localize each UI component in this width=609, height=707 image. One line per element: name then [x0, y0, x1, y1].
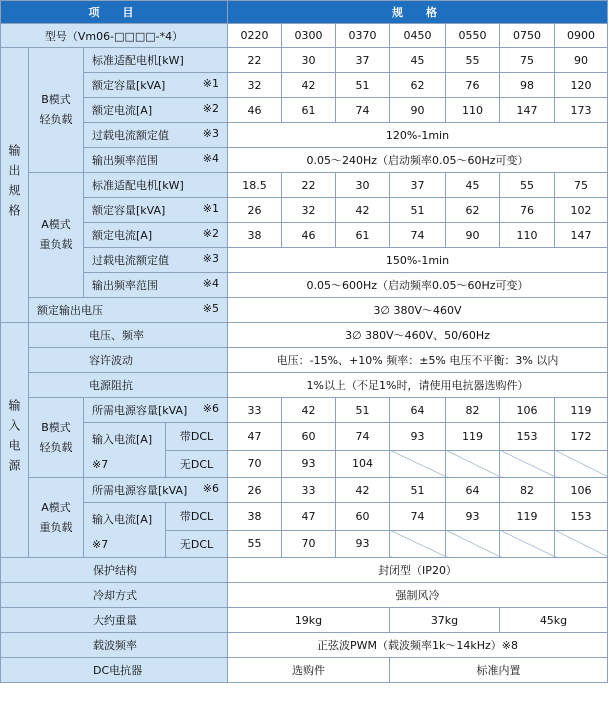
value-cell: 32 — [228, 73, 282, 98]
merged-value-cell: 150%-1min — [228, 248, 608, 273]
header-spec: 规 格 — [228, 1, 608, 24]
value-cell: 51 — [390, 198, 446, 223]
row-label: 标准适配电机[kW] — [84, 173, 228, 198]
model-cell: 0750 — [500, 24, 555, 48]
value-cell: 62 — [446, 198, 500, 223]
table-row — [1, 348, 608, 373]
row-label: 额定容量[kVA] ※1 — [84, 73, 228, 98]
value-cell: 172 — [555, 423, 608, 451]
input-a-mode-title: A模式 重负载 — [29, 478, 84, 558]
input-group-title: 输入电源 — [1, 323, 29, 558]
row-label: 额定电流[A] ※2 — [84, 98, 228, 123]
model-cell: 0450 — [390, 24, 446, 48]
sub-label: 带DCL — [166, 503, 228, 531]
value-cell: 22 — [228, 48, 282, 73]
value-cell: 42 — [336, 198, 390, 223]
model-cell: 0900 — [555, 24, 608, 48]
value-cell: 42 — [282, 73, 336, 98]
table-row — [1, 198, 608, 223]
value-cell: 33 — [228, 398, 282, 423]
table-row — [1, 98, 608, 123]
value-cell: 26 — [228, 198, 282, 223]
value-cell: 173 — [555, 98, 608, 123]
table-row — [1, 373, 608, 398]
value-cell: 90 — [446, 223, 500, 248]
row-label: 保护结构 — [1, 558, 228, 583]
value-cell: 76 — [500, 198, 555, 223]
value-cell: 110 — [446, 98, 500, 123]
sub-label: 无DCL — [166, 450, 228, 478]
value-cell: 61 — [282, 98, 336, 123]
value-cell: 82 — [446, 398, 500, 423]
value-cell: 110 — [500, 223, 555, 248]
table-row — [1, 633, 608, 658]
value-cell: 46 — [282, 223, 336, 248]
value-cell: 38 — [228, 503, 282, 531]
row-label: 大约重量 — [1, 608, 228, 633]
not-applicable-cell — [500, 450, 555, 478]
value-cell: 98 — [500, 73, 555, 98]
value-cell: 120 — [555, 73, 608, 98]
not-applicable-cell — [446, 450, 500, 478]
output-group-title: 输出规格 — [1, 48, 29, 323]
value-cell: 147 — [555, 223, 608, 248]
table-row — [1, 423, 608, 451]
value-cell: 51 — [390, 478, 446, 503]
row-label: 输出频率范围 ※4 — [84, 148, 228, 173]
table-row — [1, 148, 608, 173]
row-label: 输入电流[A] ※7 — [84, 423, 166, 478]
row-label: 过载电流额定值 ※3 — [84, 123, 228, 148]
row-label: 额定输出电压 ※5 — [29, 298, 228, 323]
value-cell: 74 — [336, 98, 390, 123]
merged-value-cell: 3∅ 380V～460V — [228, 298, 608, 323]
table-row — [1, 298, 608, 323]
value-cell: 60 — [282, 423, 336, 451]
value-cell: 153 — [500, 423, 555, 451]
value-cell: 37 — [336, 48, 390, 73]
value-cell: 90 — [555, 48, 608, 73]
value-cell: 55 — [500, 173, 555, 198]
value-cell: 55 — [228, 530, 282, 558]
value-cell: 33 — [282, 478, 336, 503]
value-cell: 62 — [390, 73, 446, 98]
row-label: DC电抗器 — [1, 658, 228, 683]
row-label: 电压、频率 — [29, 323, 228, 348]
not-applicable-cell — [555, 450, 608, 478]
value-cell: 45 — [446, 173, 500, 198]
row-label: 输出频率范围 ※4 — [84, 273, 228, 298]
value-cell: 51 — [336, 73, 390, 98]
row-label: 电源阻抗 — [29, 373, 228, 398]
value-cell: 75 — [500, 48, 555, 73]
merged-value-cell: 强制风冷 — [228, 583, 608, 608]
value-cell: 90 — [390, 98, 446, 123]
value-cell: 93 — [282, 450, 336, 478]
merged-value-cell: 封闭型（IP20） — [228, 558, 608, 583]
table-row — [1, 123, 608, 148]
not-applicable-cell — [390, 530, 446, 558]
table-row — [1, 323, 608, 348]
value-cell: 70 — [282, 530, 336, 558]
output-a-mode-title: A模式 重负载 — [29, 173, 84, 298]
value-cell: 19kg — [228, 608, 390, 633]
table-row — [1, 48, 608, 73]
value-cell: 93 — [336, 530, 390, 558]
value-cell: 45kg — [500, 608, 608, 633]
value-cell: 42 — [282, 398, 336, 423]
row-label: 过载电流额定值 ※3 — [84, 248, 228, 273]
merged-value-cell: 正弦波PWM（载波频率1k～14kHz）※8 — [228, 633, 608, 658]
table-row — [1, 273, 608, 298]
row-label: 额定电流[A] ※2 — [84, 223, 228, 248]
not-applicable-cell — [555, 530, 608, 558]
value-cell: 26 — [228, 478, 282, 503]
value-cell: 30 — [282, 48, 336, 73]
table-row — [1, 583, 608, 608]
header-item: 项 目 — [1, 1, 228, 24]
value-cell: 74 — [336, 423, 390, 451]
value-cell: 106 — [500, 398, 555, 423]
value-cell: 82 — [500, 478, 555, 503]
value-cell: 93 — [390, 423, 446, 451]
value-cell: 70 — [228, 450, 282, 478]
sub-label: 无DCL — [166, 530, 228, 558]
model-label: 型号（Vm06-□□□□-*4） — [1, 24, 228, 48]
table-row — [1, 658, 608, 683]
model-cell: 0300 — [282, 24, 336, 48]
row-label: 冷却方式 — [1, 583, 228, 608]
value-cell: 55 — [446, 48, 500, 73]
value-cell: 74 — [390, 223, 446, 248]
model-row — [1, 24, 608, 48]
value-cell: 32 — [282, 198, 336, 223]
row-label: 载波频率 — [1, 633, 228, 658]
value-cell: 37kg — [390, 608, 500, 633]
value-cell: 47 — [228, 423, 282, 451]
value-cell: 46 — [228, 98, 282, 123]
value-cell: 76 — [446, 73, 500, 98]
row-label: 容许波动 — [29, 348, 228, 373]
value-cell: 106 — [555, 478, 608, 503]
row-label: 标准适配电机[kW] — [84, 48, 228, 73]
value-cell: 30 — [336, 173, 390, 198]
model-cell: 0370 — [336, 24, 390, 48]
row-label: 所需电源容量[kVA] ※6 — [84, 478, 228, 503]
value-cell: 37 — [390, 173, 446, 198]
value-cell: 104 — [336, 450, 390, 478]
table-row — [1, 478, 608, 503]
value-cell: 153 — [555, 503, 608, 531]
value-cell: 38 — [228, 223, 282, 248]
value-cell: 74 — [390, 503, 446, 531]
value-cell: 119 — [500, 503, 555, 531]
value-cell: 18.5 — [228, 173, 282, 198]
table-row — [1, 558, 608, 583]
table-row — [1, 173, 608, 198]
value-cell: 64 — [390, 398, 446, 423]
value-cell: 119 — [446, 423, 500, 451]
not-applicable-cell — [446, 530, 500, 558]
value-cell: 22 — [282, 173, 336, 198]
input-b-mode-title: B模式 轻负载 — [29, 398, 84, 478]
sub-label: 带DCL — [166, 423, 228, 451]
value-cell: 93 — [446, 503, 500, 531]
value-cell: 64 — [446, 478, 500, 503]
table-row — [1, 223, 608, 248]
not-applicable-cell — [390, 450, 446, 478]
value-cell: 45 — [390, 48, 446, 73]
value-cell: 119 — [555, 398, 608, 423]
value-cell: 75 — [555, 173, 608, 198]
merged-value-cell: 0.05～240Hz（启动频率0.05～60Hz可变） — [228, 148, 608, 173]
value-cell: 102 — [555, 198, 608, 223]
merged-value-cell: 电压：-15%、+10% 频率：±5% 电压不平衡：3% 以内 — [228, 348, 608, 373]
merged-value-cell: 1%以上（不足1%时，请使用电抗器选购件） — [228, 373, 608, 398]
table-row — [1, 398, 608, 423]
table-row — [1, 503, 608, 531]
value-cell: 标准内置 — [390, 658, 608, 683]
model-cell: 0220 — [228, 24, 282, 48]
table-row — [1, 73, 608, 98]
row-label: 输入电流[A] ※7 — [84, 503, 166, 558]
model-cell: 0550 — [446, 24, 500, 48]
row-label: 额定容量[kVA] ※1 — [84, 198, 228, 223]
merged-value-cell: 3∅ 380V～460V、50/60Hz — [228, 323, 608, 348]
value-cell: 61 — [336, 223, 390, 248]
table-row — [1, 608, 608, 633]
not-applicable-cell — [500, 530, 555, 558]
merged-value-cell: 120%-1min — [228, 123, 608, 148]
merged-value-cell: 0.05～600Hz（启动频率0.05～60Hz可变） — [228, 273, 608, 298]
output-b-mode-title: B模式 轻负载 — [29, 48, 84, 173]
value-cell: 选购件 — [228, 658, 390, 683]
value-cell: 51 — [336, 398, 390, 423]
value-cell: 42 — [336, 478, 390, 503]
table-row — [1, 248, 608, 273]
value-cell: 60 — [336, 503, 390, 531]
value-cell: 47 — [282, 503, 336, 531]
value-cell: 147 — [500, 98, 555, 123]
row-label: 所需电源容量[kVA] ※6 — [84, 398, 228, 423]
